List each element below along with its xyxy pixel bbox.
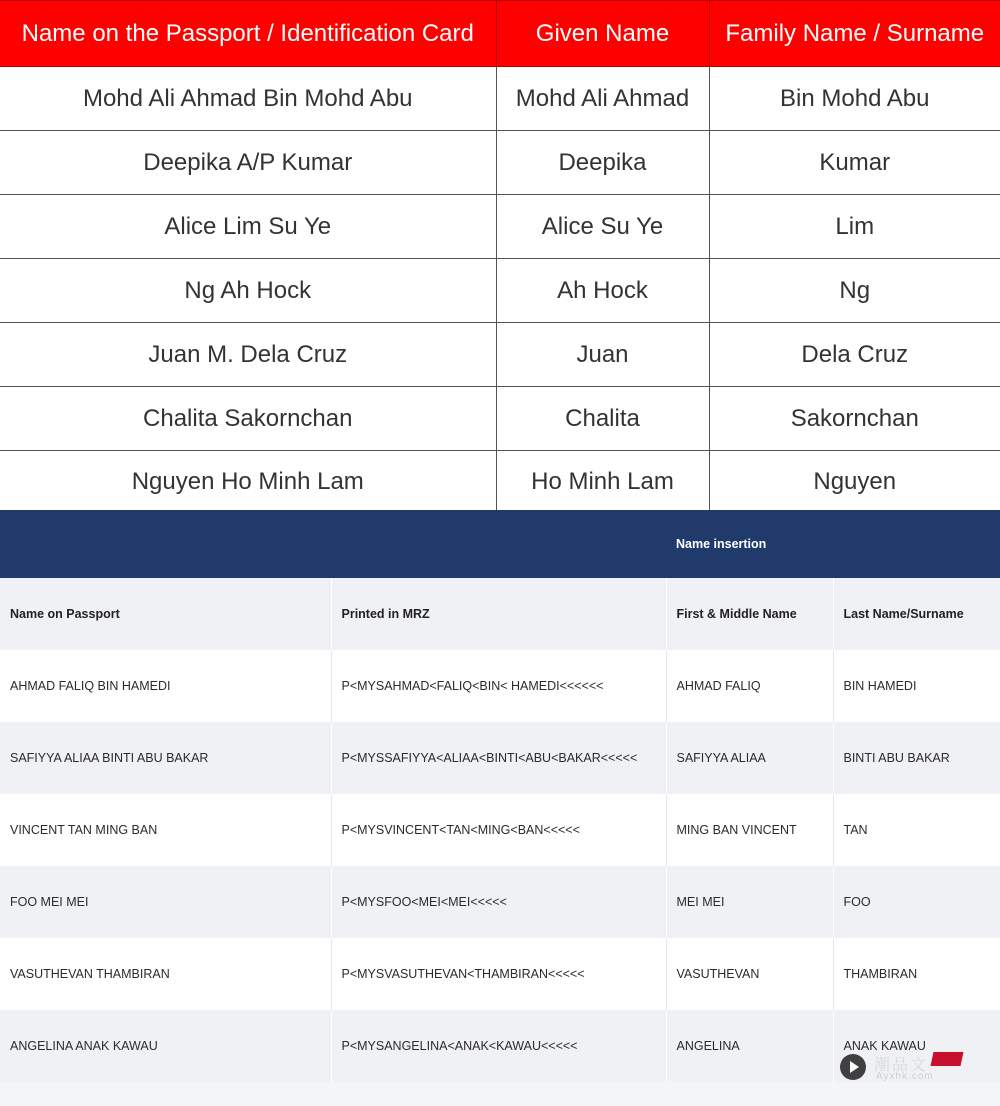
name-insertion-header: Name insertion xyxy=(666,510,1000,578)
cell-first-middle: MEI MEI xyxy=(666,866,833,938)
cell-family-name: Lim xyxy=(709,195,1000,259)
cell-mrz: P<MYSVASUTHEVAN<THAMBIRAN<<<<< xyxy=(331,938,666,1010)
header-full-name: Name on the Passport / Identification Card xyxy=(0,1,496,67)
cell-last-name: ANAK KAWAU xyxy=(833,1010,1000,1082)
cell-passport-name: VINCENT TAN MING BAN xyxy=(0,794,331,866)
cell-passport-name: AHMAD FALIQ BIN HAMEDI xyxy=(0,650,331,722)
play-icon xyxy=(840,1054,866,1080)
cell-full-name: Deepika A/P Kumar xyxy=(0,131,496,195)
cell-full-name: Juan M. Dela Cruz xyxy=(0,323,496,387)
cell-mrz: P<MYSSAFIYYA<ALIAA<BINTI<ABU<BAKAR<<<<< xyxy=(331,722,666,794)
header-given-name: Given Name xyxy=(496,1,709,67)
header-family-name: Family Name / Surname xyxy=(709,1,1000,67)
cell-family-name: Kumar xyxy=(709,131,1000,195)
cell-mrz: P<MYSVINCENT<TAN<MING<BAN<<<<< xyxy=(331,794,666,866)
cell-first-middle: ANGELINA xyxy=(666,1010,833,1082)
cell-first-middle: MING BAN VINCENT xyxy=(666,794,833,866)
cell-given-name: Chalita xyxy=(496,387,709,451)
table-row xyxy=(0,938,1000,1010)
cell-family-name: Nguyen xyxy=(709,451,1000,513)
header-first-middle-name: First & Middle Name xyxy=(666,578,833,650)
table-row xyxy=(0,259,1000,323)
mrz-group-header-row xyxy=(0,510,1000,578)
table-row xyxy=(0,131,1000,195)
mrz-table-container xyxy=(0,510,1000,1106)
cell-first-middle: SAFIYYA ALIAA xyxy=(666,722,833,794)
cell-mrz: P<MYSFOO<MEI<MEI<<<<< xyxy=(331,866,666,938)
header-printed-in-mrz: Printed in MRZ xyxy=(331,578,666,650)
cell-last-name: THAMBIRAN xyxy=(833,938,1000,1010)
cell-passport-name: VASUTHEVAN THAMBIRAN xyxy=(0,938,331,1010)
cell-full-name: Chalita Sakornchan xyxy=(0,387,496,451)
band-spacer xyxy=(331,510,666,578)
cell-family-name: Dela Cruz xyxy=(709,323,1000,387)
cell-passport-name: FOO MEI MEI xyxy=(0,866,331,938)
cell-full-name: Alice Lim Su Ye xyxy=(0,195,496,259)
cell-last-name: TAN xyxy=(833,794,1000,866)
cell-mrz: P<MYSANGELINA<ANAK<KAWAU<<<<< xyxy=(331,1010,666,1082)
header-name-on-passport: Name on Passport xyxy=(0,578,331,650)
cell-given-name: Ah Hock xyxy=(496,259,709,323)
table-row xyxy=(0,387,1000,451)
cell-given-name: Juan xyxy=(496,323,709,387)
cell-given-name: Alice Su Ye xyxy=(496,195,709,259)
cell-given-name: Ho Minh Lam xyxy=(496,451,709,513)
cell-full-name: Mohd Ali Ahmad Bin Mohd Abu xyxy=(0,67,496,131)
mrz-name-table xyxy=(0,510,1000,1082)
watermark-tag-icon xyxy=(931,1052,964,1066)
mrz-column-header-row xyxy=(0,578,1000,650)
cell-last-name: BIN HAMEDI xyxy=(833,650,1000,722)
cell-first-middle: AHMAD FALIQ xyxy=(666,650,833,722)
cell-mrz: P<MYSAHMAD<FALIQ<BIN< HAMEDI<<<<<< xyxy=(331,650,666,722)
name-split-header-row xyxy=(0,1,1000,67)
watermark-logo xyxy=(840,1050,970,1086)
watermark-text: 潮品文 xyxy=(874,1057,929,1074)
cell-last-name: FOO xyxy=(833,866,1000,938)
table-row xyxy=(0,722,1000,794)
watermark-subtext: Ayxhk.com xyxy=(876,1071,934,1082)
cell-passport-name: ANGELINA ANAK KAWAU xyxy=(0,1010,331,1082)
table-row xyxy=(0,323,1000,387)
cell-passport-name: SAFIYYA ALIAA BINTI ABU BAKAR xyxy=(0,722,331,794)
cell-family-name: Sakornchan xyxy=(709,387,1000,451)
cell-family-name: Ng xyxy=(709,259,1000,323)
table-row xyxy=(0,650,1000,722)
name-split-table xyxy=(0,0,1000,513)
table-row xyxy=(0,67,1000,131)
header-last-name: Last Name/Surname xyxy=(833,578,1000,650)
cell-full-name: Ng Ah Hock xyxy=(0,259,496,323)
cell-given-name: Mohd Ali Ahmad xyxy=(496,67,709,131)
table-row xyxy=(0,866,1000,938)
cell-family-name: Bin Mohd Abu xyxy=(709,67,1000,131)
cell-first-middle: VASUTHEVAN xyxy=(666,938,833,1010)
cell-last-name: BINTI ABU BAKAR xyxy=(833,722,1000,794)
cell-full-name: Nguyen Ho Minh Lam xyxy=(0,451,496,513)
band-spacer xyxy=(0,510,331,578)
table-row xyxy=(0,195,1000,259)
table-row xyxy=(0,451,1000,513)
cell-given-name: Deepika xyxy=(496,131,709,195)
table-row xyxy=(0,794,1000,866)
